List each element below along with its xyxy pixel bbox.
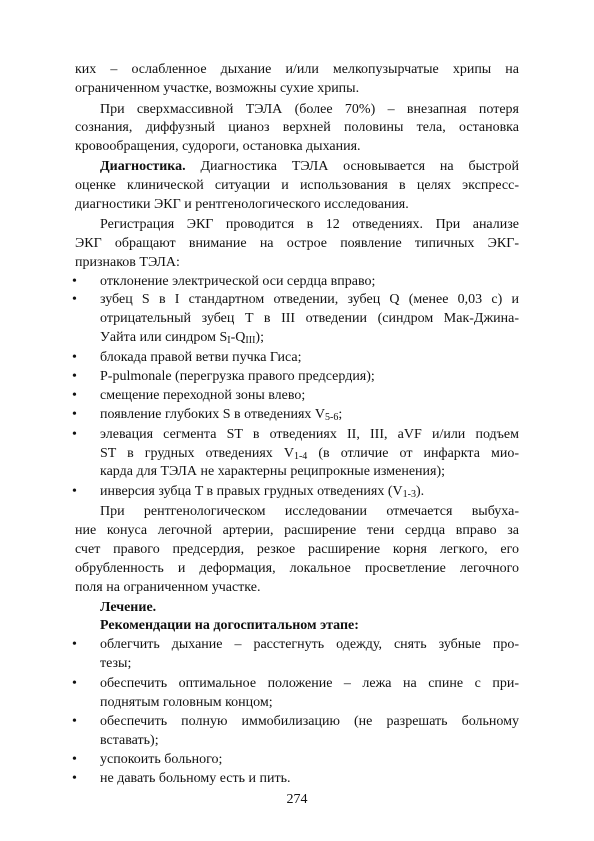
bullet-marker: • [72,676,77,692]
list-item: смещение переходной зоны влево; [100,387,306,403]
bullet-marker: • [72,369,77,385]
prehospital-heading: Рекомендации на догоспитальном этапе: [100,618,359,634]
paragraph-line: При сверхмассивной ТЭЛА (более 70%) – внезапная потеря [100,101,519,117]
bullet-marker: • [72,406,77,422]
paragraph-line: обрубленность и деформация, локальное просветление легочного [75,560,519,576]
bullet-marker: • [72,292,77,308]
list-item: обеспечить полную иммобилизацию (не разрешать больному [100,713,519,729]
list-item: зубец S в I стандартном отведении, зубец Q (менее 0,03 с) и [100,292,519,308]
treatment-heading: Лечение. [100,599,157,615]
list-item-continuation: Уайта или синдром $S_I-Q_{III}$); [100,330,264,347]
paragraph-line: ограниченном участке, возможны сухие хрипы. [75,80,360,96]
bullet-marker: • [72,350,77,366]
paragraph-line: признаков ТЭЛА: [75,254,180,270]
list-item-continuation: поднятым головным концом; [100,694,273,710]
list-item: P-pulmonale (перегрузка правого предсердия); [100,369,375,385]
page-number: 274 [286,791,308,807]
list-item: обеспечить оптимальное положение – лежа на спине с при- [100,676,519,692]
list-item: облегчить дыхание – расстегнуть одежду, снять зубные про- [100,637,519,653]
list-item: не давать больному есть и пить. [100,770,291,786]
list-item-continuation: отрицательный зубец T в III отведении (синдром Мак-Джина- [100,311,519,327]
list-item-continuation: ST в грудных отведениях $V_{1-4}$ (в отличие от инфаркта мио- [100,445,519,462]
diagnostics-text: Диагностика ТЭЛА основывается на быстрой [185,159,519,175]
bullet-marker: • [72,751,77,767]
diagnostics-first-line [100,157,519,176]
paragraph-line: поля на ограниченном участке. [75,579,261,595]
paragraph-line: ких – ослабленное дыхание и/или мелкопузырчатые хрипы на [75,62,519,77]
bullet-marker: • [72,713,77,729]
bullet-marker: • [72,387,77,403]
paragraph-line: оценке клинической ситуации и использования в целях экспресс- [75,178,519,194]
list-item-continuation: карда для ТЭЛА не характерны реципрокные изменения); [100,464,446,480]
list-item-continuation: тезы; [100,656,132,672]
list-item: отклонение электрической оси сердца вправо; [100,273,376,289]
paragraph-line: При рентгенологическом исследовании отмечается выбуха- [100,504,519,520]
diagnostics-heading: Диагностика. [100,159,186,175]
list-item: элевация сегмента ST в отведениях II, III, aVF и/или подъем [100,426,519,442]
list-item: успокоить больного; [100,751,223,767]
paragraph-line: ЭКГ обращают внимание на острое появление типичных ЭКГ- [75,235,519,251]
list-item: появление глубоких S в отведениях $V_{5-6}$; [100,406,343,423]
paragraph-line: счет правого предсердия, резкое расширение корня легкого, его [75,541,519,557]
bullet-marker: • [72,426,77,442]
paragraph-line: сознания, диффузный цианоз верхней половины тела, остановка [75,120,519,136]
paragraph-line: ние конуса легочной артерии, расширение тени сердца вправо за [75,522,519,538]
paragraph-line: кровообращения, судороги, остановка дыхания. [75,139,361,155]
list-item-continuation: вставать); [100,732,159,748]
paragraph-line: диагностики ЭКГ и рентгенологического исследования. [75,197,409,213]
bullet-marker: • [72,637,77,653]
paragraph-line: Регистрация ЭКГ проводится в 12 отведениях. При анализе [100,216,519,232]
bullet-marker: • [72,484,77,500]
bullet-marker: • [72,770,77,786]
list-item: блокада правой ветви пучка Гиса; [100,350,302,366]
list-item: инверсия зубца T в правых грудных отведениях $(V_{1-3})$. [100,484,425,501]
bullet-marker: • [72,273,77,289]
